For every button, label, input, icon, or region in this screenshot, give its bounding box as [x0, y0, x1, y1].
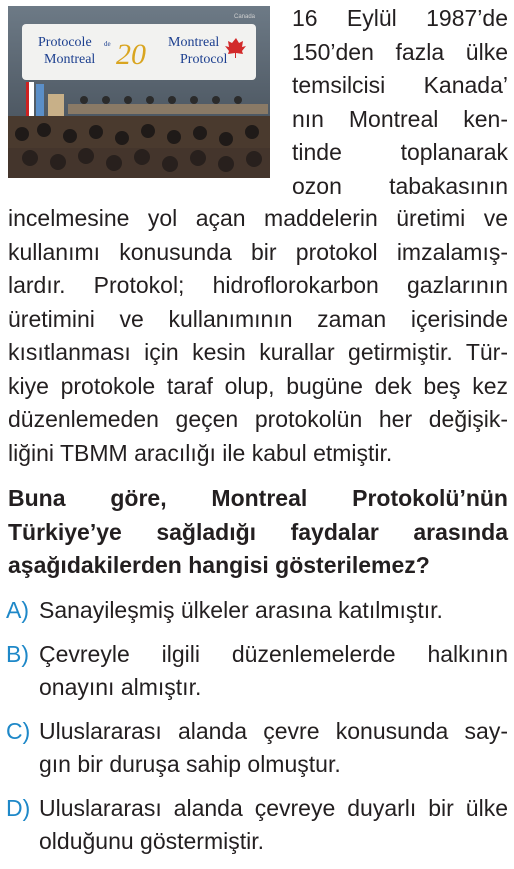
text-line: lardır. Protokol; hidroflorokarbon gazlarının [8, 272, 508, 298]
option-b[interactable] [6, 638, 508, 705]
intro-text [292, 2, 508, 203]
option-text-line: Çevreyle ilgili düzenlemelerde halkının [39, 640, 508, 667]
text-line: Türkiye’ye sağladığı faydalar arasında [8, 518, 508, 545]
answer-options [6, 594, 508, 869]
option-c[interactable] [6, 715, 508, 782]
option-letter: C) [6, 717, 31, 744]
option-text-line: Uluslararası alanda çevreye duyarlı bir ülke [39, 794, 508, 821]
option-d[interactable] [6, 792, 508, 859]
banner-left-line2: Montreal [44, 52, 96, 67]
un-flag [36, 84, 44, 116]
option-letter: D) [6, 794, 31, 821]
text-line: Buna göre, Montreal Protokolü’nün [8, 485, 508, 511]
text-line: temsilcisi Kanada’ [292, 72, 508, 98]
text-line: nın Montreal ken- [292, 105, 508, 132]
option-letter: B) [6, 640, 29, 667]
option-a[interactable] [6, 594, 508, 628]
banner-number: 20 [116, 38, 146, 71]
text-line: kısıtlanması için kesin kurallar getirmiştir. Tür- [8, 339, 508, 365]
corner-text: Canada [234, 14, 256, 20]
conference-photo [8, 6, 270, 178]
option-letter: A) [6, 597, 29, 623]
text-line: tinde toplanarak [292, 139, 508, 165]
text-line: 150’den fazla ülke [292, 38, 508, 65]
passage-text [8, 202, 508, 470]
option-text-line: Uluslararası alanda çevre konusunda say- [39, 717, 508, 744]
text-line: incelmesine yol açan maddelerin üretimi ve [8, 205, 508, 231]
text-line: liğini TBMM aracılığı ile kabul etmiştir. [8, 439, 393, 466]
text-line: ozon tabakasının [292, 172, 508, 199]
text-line: düzenlemeden geçen protokolün her değişik- [8, 406, 508, 432]
montreal-protocol-conference-image [8, 6, 270, 178]
option-text-line: gın bir duruşa sahip olmuştur. [39, 751, 341, 777]
text-line: üretimini ve kullanımının zaman içerisinde [8, 305, 508, 332]
text-line: kiye protokole taraf olup, bugüne dek beş kez [8, 372, 508, 399]
banner-left-line1: Protocole [38, 35, 92, 50]
text-line: kullanımı konusunda bir protokol imzalamış- [8, 238, 508, 265]
option-text-line: olduğunu göstermiştir. [39, 828, 265, 854]
banner-right-line1: Montreal [168, 35, 220, 50]
question-stem [8, 482, 508, 583]
text-line: aşağıdakilerden hangisi gösterilemez? [8, 552, 430, 578]
option-text-line: onayını almıştır. [39, 674, 202, 700]
head-table [68, 104, 268, 114]
option-text-line: Sanayileşmiş ülkeler arasına katılmıştır. [39, 597, 443, 623]
banner-left-de: de [104, 40, 111, 48]
banner-right-line2: Protocol [180, 52, 228, 67]
text-line: 16 Eylül 1987’de [292, 5, 508, 31]
